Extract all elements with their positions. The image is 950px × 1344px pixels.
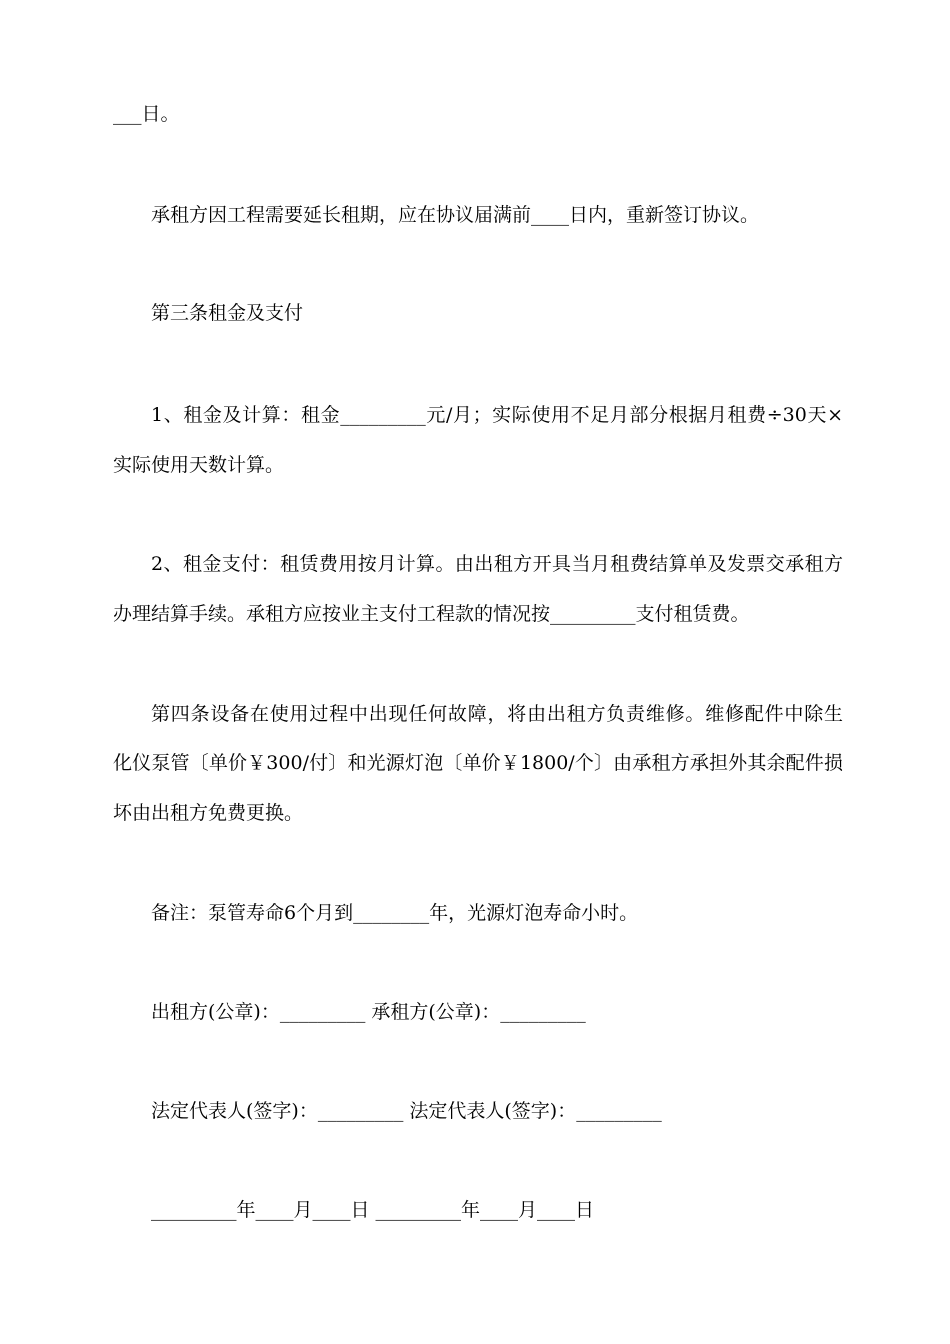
seal-line: 出租方(公章)：_________ 承租方(公章)：_________ xyxy=(151,1001,586,1023)
text-line-1: ___日。 xyxy=(113,103,180,125)
signature-line: 法定代表人(签字)：_________ 法定代表人(签字)：_________ xyxy=(151,1100,662,1122)
text-line-2: 承租方因工程需要延长租期，应在协议届满前____日内，重新签订协议。 xyxy=(151,204,760,226)
text-line-6: 2、租金支付：租赁费用按月计算。由出租方开具当月租费结算单及发票交承租方 xyxy=(151,553,843,575)
section-heading-3: 第三条租金及支付 xyxy=(151,302,304,324)
text-line-5: 实际使用天数计算。 xyxy=(113,454,285,476)
text-line-7: 办理结算手续。承租方应按业主支付工程款的情况按_________支付租赁费。 xyxy=(113,603,750,625)
text-line-4: 1、租金及计算：租金_________元/月；实际使用不足月部分根据月租费÷30天× xyxy=(151,404,843,426)
remark-line: 备注：泵管寿命6个月到________年，光源灯泡寿命小时。 xyxy=(151,902,639,924)
date-line: _________年____月____日 _________年____月____日 xyxy=(151,1199,595,1221)
section-heading-4: 第四条设备在使用过程中出现任何故障，将由出租方负责维修。维修配件中除生 xyxy=(151,703,843,725)
text-line-10: 坏由出租方免费更换。 xyxy=(113,802,304,824)
text-line-9: 化仪泵管〔单价￥300/付〕和光源灯泡〔单价￥1800/个〕由承租方承担外其余配件损 xyxy=(113,752,843,774)
